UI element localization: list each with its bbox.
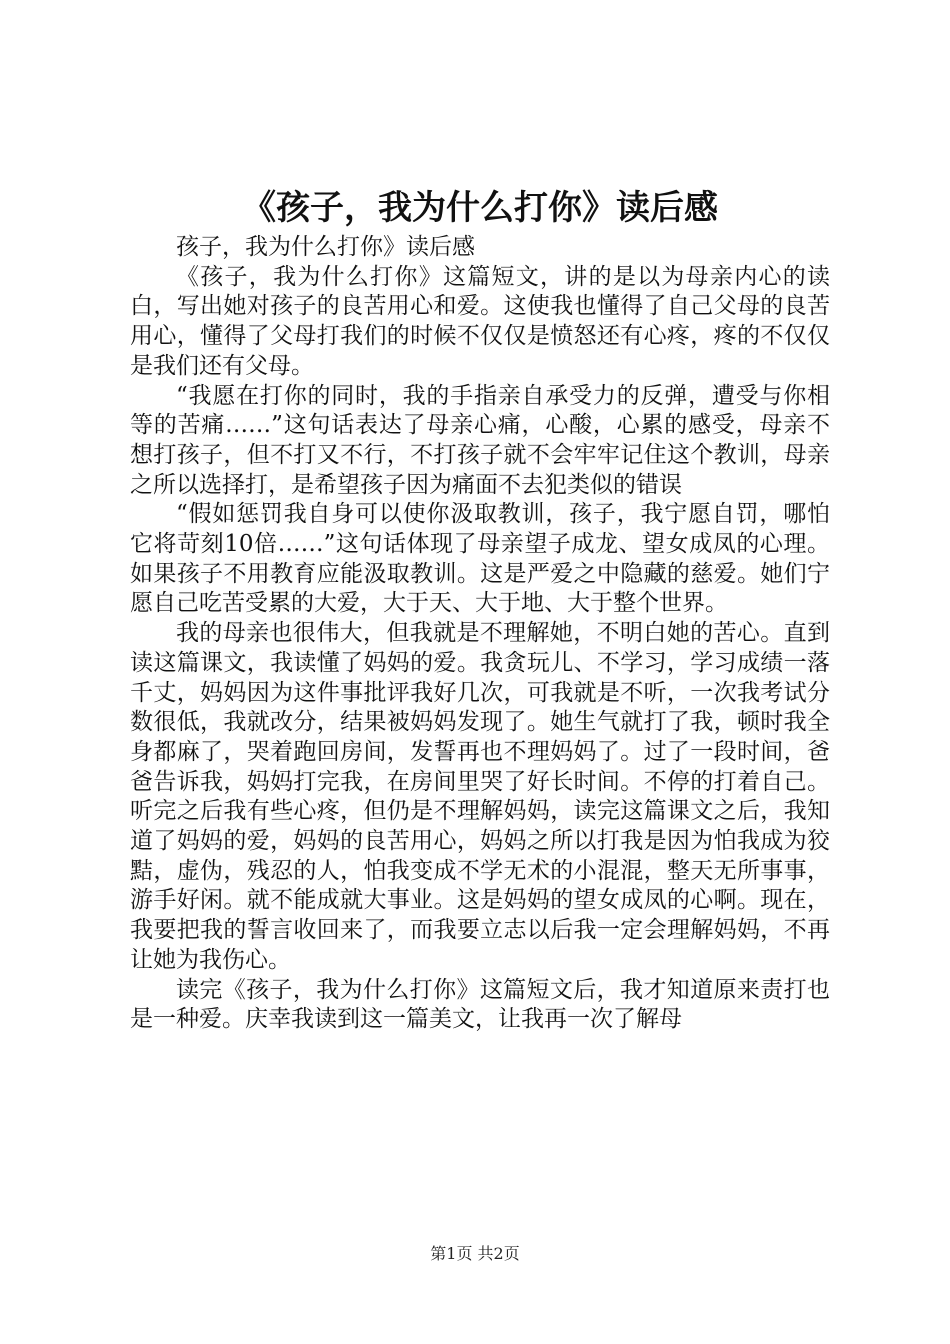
paragraph-3: “假如惩罚我自身可以使你汲取教训，孩子，我宁愿自罚，哪怕它将苛刻10倍……”这句话体现了母亲望子成龙、望女成凤的心理。如果孩子不用教育应能汲取教训。这是严爱之中隐藏的慈爱。她们宁愿自己吃苦受累的大爱，大于天、大于地、大于整个世界。: [130, 501, 830, 617]
document-body: [130, 233, 830, 1035]
paragraph-4: 我的母亲也很伟大，但我就是不理解她，不明白她的苦心。直到读这篇课文，我读懂了妈妈的爱。我贪玩儿、不学习，学习成绩一落千丈，妈妈因为这件事批评我好几次，可我就是不听，一次我考试分数很低，我就改分，结果被妈妈发现了。她生气就打了我，顿时我全身都麻了，哭着跑回房间，发誓再也不理妈妈了。过了一段时间，爸爸告诉我，妈妈打完我，在房间里哭了好长时间。不停的打着自己。听完之后我有些心疼，但仍是不理解妈妈，读完这篇课文之后，我知道了妈妈的爱，妈妈的良苦用心，妈妈之所以打我是因为怕我成为狡黠，虚伪，残忍的人，怕我变成不学无术的小混混，整天无所事事，游手好闲。就不能成就大事业。这是妈妈的望女成凤的心啊。现在，我要把我的誓言收回来了，而我要立志以后我一定会理解妈妈，不再让她为我伤心。: [130, 620, 830, 973]
page-footer: [0, 1243, 950, 1265]
paragraph-subtitle: 孩子，我为什么打你》读后感: [176, 234, 475, 260]
paragraph-5: 读完《孩子，我为什么打你》这篇短文后，我才知道原来责打也是一种爱。庆幸我读到这一篇美文，让我再一次了解母: [130, 976, 830, 1033]
document-title: 《孩子，我为什么打你》读后感: [242, 188, 718, 228]
page-indicator: 第1页 共2页: [430, 1244, 520, 1263]
paragraph-1: 《孩子，我为什么打你》这篇短文，讲的是以为母亲内心的读白，写出她对孩子的良苦用心和爱。这使我也懂得了自己父母的良苦用心，懂得了父母打我们的时候不仅仅是愤怒还有心疼，疼的不仅仅是我们还有父母。: [130, 263, 830, 379]
paragraph-2: “我愿在打你的同时，我的手指亲自承受力的反弹，遭受与你相等的苦痛……”这句话表达了母亲心痛，心酸，心累的感受，母亲不想打孩子，但不打又不行，不打孩子就不会牢牢记住这个教训，母亲之所以选择打，是希望孩子因为痛面不去犯类似的错误: [130, 382, 830, 498]
